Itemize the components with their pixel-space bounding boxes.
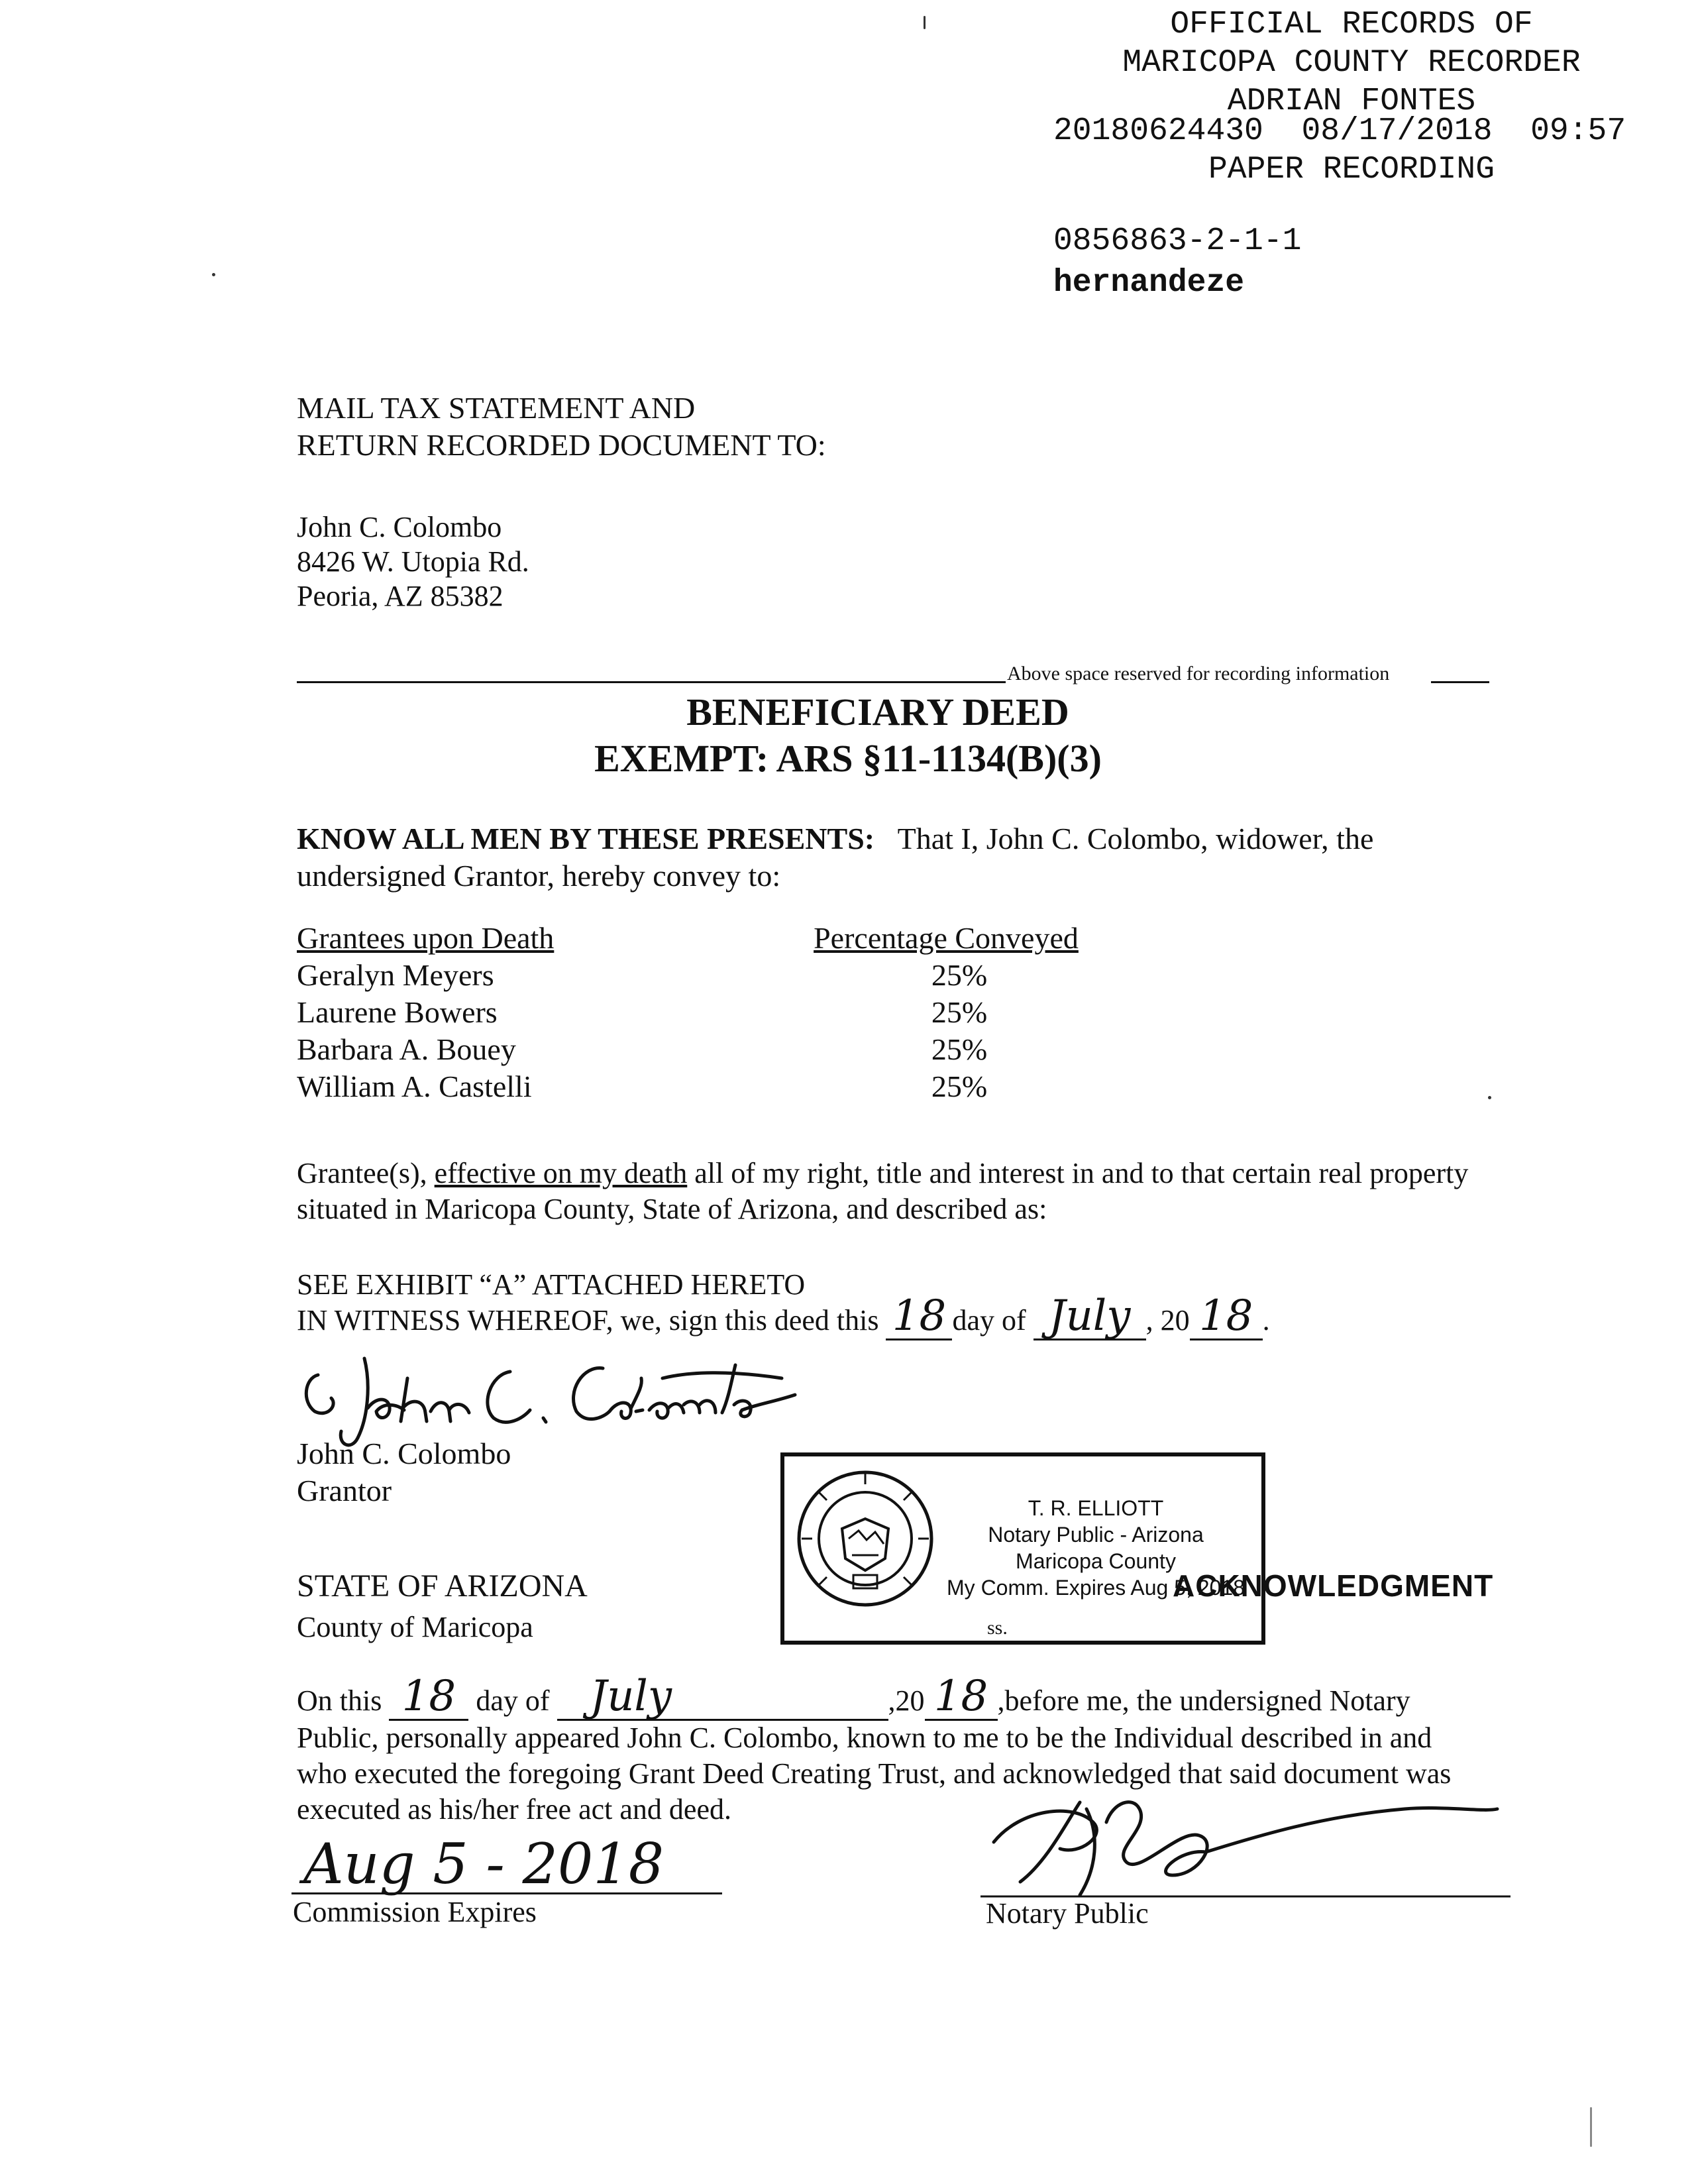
witness-end: . — [1262, 1304, 1270, 1337]
ack-paragraph: Public, personally appeared John C. Colombo, known to me to be the Individual described in and who executed the foregoing Grant Deed Creating Trust, and acknowledged that said document was executed as his/her free act and deed. — [297, 1721, 1452, 1826]
recording-time: 09:57 — [1530, 113, 1626, 149]
ss-label: ss. — [987, 1617, 1008, 1639]
deed-title-line-1: BENEFICIARY DEED — [686, 690, 1069, 734]
scan-speck — [924, 16, 926, 29]
reserved-rule-left — [297, 681, 1006, 683]
acknowledgment-heading: ACKNOWLEDGMENT — [1173, 1568, 1494, 1603]
scan-speck — [212, 273, 215, 276]
deed-title-line-2: EXEMPT: ARS §11-1134(B)(3) — [594, 737, 1102, 780]
grantee-pct: 25% — [931, 958, 988, 992]
ack-day-of: day of — [476, 1684, 550, 1717]
witness-line — [297, 1291, 1270, 1340]
recording-date: 08/17/2018 — [1301, 113, 1493, 149]
mail-instructions — [297, 390, 826, 464]
ack-on-this: On this — [297, 1684, 382, 1717]
ack-after: ,before me, the undersigned Notary — [997, 1684, 1410, 1717]
arizona-state-seal-icon — [792, 1466, 938, 1611]
ack-year-prefix: ,20 — [888, 1684, 925, 1717]
county-heading: County of Maricopa — [297, 1611, 533, 1643]
commission-expires-value: Aug 5 - 2018 — [303, 1831, 664, 1896]
reserved-space-line — [297, 663, 1489, 692]
ack-year: 18 — [933, 1672, 988, 1721]
reserved-rule-right — [1431, 681, 1489, 683]
grantees-header-pct: Percentage Conveyed — [814, 921, 1079, 955]
witness-comma: , — [1145, 1304, 1153, 1337]
scan-mark — [1590, 2107, 1592, 2147]
deed-title — [0, 689, 1696, 782]
recording-stamp-line — [1053, 113, 1626, 149]
recorder-line-2: MARICOPA COUNTY RECORDER — [1122, 45, 1581, 81]
intro-paragraph — [297, 820, 1476, 895]
ack-day: 18 — [401, 1672, 456, 1721]
witness-year-blank — [1190, 1291, 1263, 1340]
recording-method: PAPER RECORDING — [1208, 152, 1495, 188]
commission-expires-rule — [292, 1892, 722, 1894]
return-address — [297, 510, 529, 614]
witness-prefix: IN WITNESS WHEREOF, we, sign this deed this — [297, 1304, 879, 1337]
recording-page-id: 0856863-2-1-1 — [1053, 223, 1302, 259]
grant-post: all of my right, title and interest in and to that certain real property situated in Maricopa County, State of Arizona, and described as: — [297, 1157, 1469, 1225]
grantee-name: William A. Castelli — [297, 1069, 532, 1103]
commission-expires-label: Commission Expires — [293, 1896, 537, 1928]
grantee-name: Geralyn Meyers — [297, 958, 494, 992]
grantee-name: Barbara A. Bouey — [297, 1032, 516, 1066]
mail-line-1: MAIL TAX STATEMENT AND — [297, 391, 696, 425]
grantor-label: Grantor — [297, 1474, 392, 1507]
intro-text: That I, John C. Colombo, widower, the undersigned Grantor, hereby convey to: — [297, 822, 1374, 893]
witness-day: 18 — [892, 1291, 947, 1340]
witness-day-of: day of — [952, 1304, 1026, 1337]
ack-month: July — [590, 1672, 672, 1721]
address-city: Peoria, AZ 85382 — [297, 580, 504, 612]
ack-date-line — [297, 1672, 1410, 1721]
grant-pre: Grantee(s), — [297, 1157, 427, 1189]
grant-paragraph — [297, 1156, 1476, 1227]
witness-day-blank — [886, 1291, 952, 1340]
grantor-signature — [292, 1338, 835, 1451]
recorder-line-3: ADRIAN FONTES — [1227, 83, 1476, 119]
address-street: 8426 W. Utopia Rd. — [297, 545, 529, 578]
notary-public-label: Notary Public — [986, 1897, 1149, 1930]
notary-seal-stamp — [780, 1452, 1265, 1645]
witness-year: 18 — [1198, 1291, 1253, 1340]
mail-line-2: RETURN RECORDED DOCUMENT TO: — [297, 428, 826, 462]
recording-clerk: hernandeze — [1053, 265, 1245, 301]
witness-month-blank — [1034, 1291, 1146, 1340]
state-heading: STATE OF ARIZONA — [297, 1568, 588, 1604]
ack-month-blank — [557, 1672, 888, 1721]
recorder-header — [1034, 5, 1670, 121]
notary-seal-name: T. R. ELLIOTT — [1028, 1496, 1164, 1520]
grantees-header-name: Grantees upon Death — [297, 921, 555, 955]
witness-month: July — [1048, 1291, 1131, 1340]
grantor-name: John C. Colombo — [297, 1437, 511, 1470]
intro-lead: KNOW ALL MEN BY THESE PRESENTS: — [297, 822, 875, 855]
recorder-line-1: OFFICIAL RECORDS OF — [1170, 7, 1533, 42]
notary-seal-title: Notary Public - Arizona — [988, 1523, 1204, 1547]
grant-effective-clause: effective on my death — [434, 1157, 688, 1189]
grantee-pct: 25% — [931, 995, 988, 1029]
ack-year-blank — [925, 1672, 998, 1721]
witness-year-prefix: 20 — [1160, 1304, 1190, 1337]
notary-seal-county: Maricopa County — [1016, 1549, 1176, 1573]
address-name: John C. Colombo — [297, 511, 502, 543]
notary-seal-expires: My Comm. Expires Aug 5, 2018 — [947, 1576, 1245, 1600]
grantee-name: Laurene Bowers — [297, 995, 498, 1029]
grantee-pct: 25% — [931, 1069, 988, 1103]
recording-doc-number: 20180624430 — [1053, 113, 1263, 149]
reserved-space-text: Above space reserved for recording information — [1007, 663, 1390, 684]
grantee-pct: 25% — [931, 1032, 988, 1066]
exhibit-reference: SEE EXHIBIT “A” ATTACHED HERETO — [297, 1268, 806, 1301]
scan-speck — [1488, 1096, 1491, 1099]
ack-day-blank — [389, 1672, 468, 1721]
